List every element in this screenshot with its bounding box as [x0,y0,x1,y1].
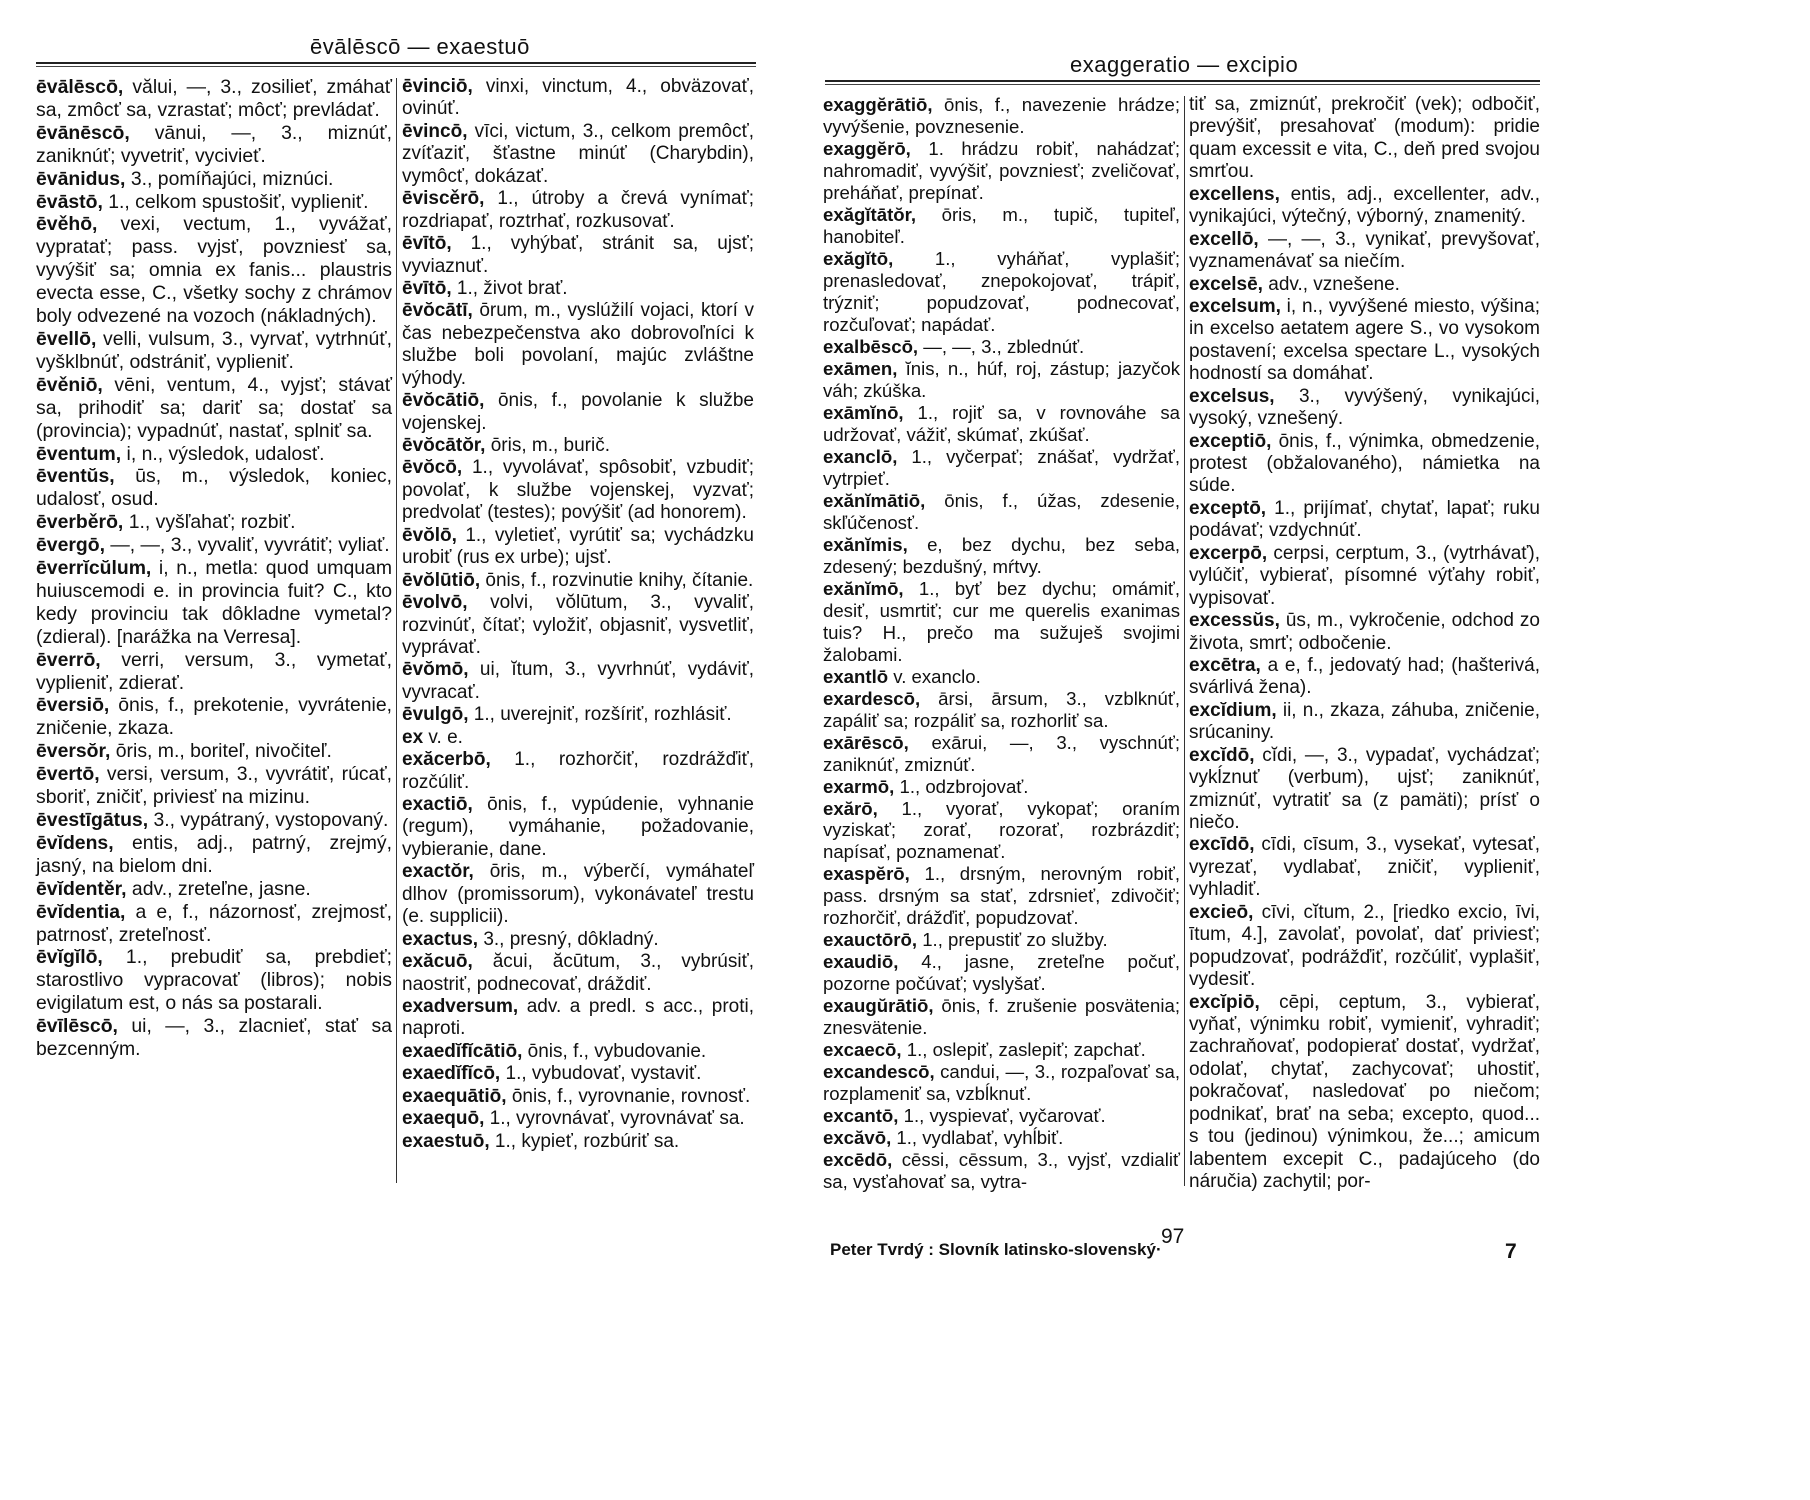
entry-headword: exauctōrō, [823,929,918,951]
entry-definition: 1., prebudiť sa, prebdieť; starostlivo vypracovať (libros); nobis evigilatum est, o nás sa postarali. [36,946,392,1015]
head-rule-right [825,80,1540,82]
entry-definition: ōrum, m., vyslúžilí vojaci, ktorí v čas nebezpečenstva ako dobrovoľníci k službe boli povolaní, majúc zvláštne výhody. [402,300,754,389]
entry-definition: ōnis, f., úžas, zdesenie, skľúčenosť. [823,489,1180,533]
dictionary-entry [1189,94,1540,184]
entry-headword: exăcerbō, [402,749,491,771]
dictionary-entry [823,863,1180,929]
entry-headword: excaecō, [823,1039,902,1061]
entry-definition: 1., vyorať, vykopať; oraním vyziskať; zorať, rozorať, rozbrázdiť; napísať, poznamenať. [823,797,1180,863]
entry-headword: exaggĕrō, [823,137,911,159]
head-rule-right-thin [825,84,1540,85]
entry-definition: 1. hrádzu robiť, nahádzať; nahromadiť, vyvýšiť, povzniesť; zveličovať, preháňať, prepínať. [823,137,1180,203]
entry-headword: exaequātiō, [402,1085,507,1107]
entry-definition: volvi, vŏlūtum, 3., vyvaliť, rozvinúť, čítať; vyložiť, objasniť, vysvetliť, vyprávať. [402,592,754,658]
entry-headword: ēvellō, [36,327,97,350]
entry-headword: excăvō, [823,1127,892,1149]
entry-definition: 3., pomíňajúci, miznúci. [125,167,334,190]
entry-definition: ōnis, f., výnimka, obmedzenie, protest (obžalovaného), námietka na súde. [1189,430,1540,497]
entry-definition: ui, —, 3., zlacnieť, stať sa bezcenným. [36,1015,392,1061]
dictionary-entry [1189,386,1540,431]
entry-definition: a e, f., jedovatý had; (hašterivá, svárlivá žena). [1189,654,1540,699]
entry-headword: ēvŏlō, [402,524,457,546]
dictionary-entry [1189,229,1540,274]
entry-definition: 1., vyletieť, vyrútiť sa; vychádzku urobiť (rus ex urbe); ujsť. [402,524,754,569]
entry-definition: —, —, 3., vynikať, prevyšovať, vyznamenávať sa niečím. [1189,228,1540,273]
entry-definition: —, —, 3., vyvaliť, vyvrátiť; vyliať. [104,534,390,557]
dictionary-entry [823,1061,1180,1105]
entry-definition: 1., celkom spustošiť, vyplieniť. [102,190,369,213]
dictionary-entry [402,996,754,1041]
dictionary-entry [1189,655,1540,700]
entry-definition: 1., vyhýbať, stránit sa, ujsť; vyviaznuť. [402,233,754,277]
dictionary-entry [36,511,392,534]
entry-headword: excellens, [1189,183,1280,205]
dictionary-entry [36,694,392,740]
entry-headword: exantlō [823,665,889,687]
dictionary-entry [823,666,1180,688]
dictionary-entry [823,1149,1180,1193]
dictionary-entry [402,1086,754,1108]
entry-definition: adv., zreteľne, jasne. [126,877,311,900]
column-divider-right [1184,96,1185,1186]
running-head-right: exaggeratio — excipio [1070,52,1299,77]
entry-headword: ēvestīgātus, [36,809,149,831]
entry-definition: vexi, vectum, 1., vyvážať, vypratať; pass. vyjsť, povzniesť sa, vyvýšiť sa; omnia ex fanis... plaustris evecta esse, C., všetky sochy z chrámov boly odvezené na vozoch (nákladných). [36,213,392,328]
entry-definition: 1., rojiť sa, v rovnováhe sa udržovať, vážiť, skúmať, zkúšať. [823,401,1180,445]
dictionary-entry [823,1127,1180,1149]
dictionary-entry [823,732,1180,776]
dictionary-entry [36,465,392,511]
entry-headword: ēversŏr, [36,740,111,763]
dictionary-entry [823,138,1180,204]
entry-headword: exāmĭnō, [823,401,904,423]
entry-definition: 1., odzbrojovať. [894,775,1029,797]
entry-headword: ēventŭs, [36,465,115,488]
dictionary-entry [402,121,754,188]
dictionary-entry [1189,700,1540,745]
entry-headword: excandescō, [823,1061,935,1083]
entry-headword: ēverrĭcŭlum, [36,557,152,580]
dictionary-entry [402,1108,754,1130]
entry-headword: excēdō, [823,1149,893,1171]
dictionary-entry [36,763,392,809]
entry-headword: ēvŏmō, [402,659,469,681]
dictionary-entry [1189,498,1540,543]
entry-definition: 1., byť bez dychu; omámiť, desiť, usmrtiť; cur me querelis exanimas tuis? H., prečo ma sužuješ svojimi žalobami. [823,577,1180,665]
folio-number: 7 [1505,1240,1517,1263]
dictionary-entry [823,1039,1180,1061]
entry-definition: i, n., vyvýšené miesto, výšina; in excelso aetatem agere S., vo vysokom postavení; excelsa spectare L., vysokých hodností sa domáhať. [1189,295,1540,385]
entry-definition: cĭdi, —, 3., vypadať, vychádzať; vykĺznuť (verbum), ujsť; zaniknúť, zmiznúť, vytratiť sa (z pamäti); prísť o niečo. [1189,744,1540,833]
entry-headword: excelsus, [1189,385,1275,407]
dictionary-entry [36,213,392,328]
dictionary-entry [823,402,1180,446]
column-divider-left [396,78,397,1183]
dictionary-entry [402,390,754,435]
entry-definition: ōnis, f., vybudovanie. [522,1040,707,1062]
left-column-2 [402,76,754,1153]
entry-definition: 1., vydlabať, vyhĺbiť. [891,1127,1064,1149]
dictionary-entry [402,794,754,861]
entry-headword: exaspĕrō, [823,863,910,885]
dictionary-entry [402,457,754,524]
entry-headword: ēviscěrō, [402,188,485,210]
entry-headword: exactŏr, [402,861,474,883]
entry-headword: excĭdō, [1189,744,1255,766]
entry-headword: exaestuō, [402,1130,490,1152]
entry-headword: ēvertō, [36,763,100,786]
entry-definition: ōnis, f., navezenie hrádze; vyvýšenie, povznesenie. [823,94,1180,137]
entry-headword: exaudiō, [823,951,899,973]
dictionary-entry [36,557,392,649]
entry-headword: exăgĭtātŏr, [823,203,917,225]
dictionary-entry [823,995,1180,1039]
entry-headword: ēvolvō, [402,592,468,614]
entry-headword: ēvĭdentěr, [36,877,127,900]
entry-headword: ēvālēscō, [36,76,124,98]
entry-headword: exăgĭtō, [823,247,894,269]
entry-definition: cīvi, cĭtum, 2., [riedko excio, īvi, ītum, 4.], zavolať, povolať, dať priviesť; popudzovať, podrážďiť, rozčúliť, vyplašiť, vydesiť. [1189,901,1540,991]
dictionary-entry [402,188,754,233]
entry-definition: 1., vyspievať, vyčarovať. [898,1105,1106,1127]
entry-definition: 1., vyvolávať, spôsobiť, vzbudiť; povolať, k službe vojenskej, vyzvať; predvolať (testes); povýšiť (ad honorem). [402,457,754,524]
entry-definition: tiť sa, zmiznúť, prekročiť (vek); odbočiť, prevýšiť, presahovať (modum): pridie quam excessit e vita, C., deň pred svojou smrťou. [1189,94,1540,183]
entry-headword: exarmō, [823,775,895,797]
entry-headword: ēvŏcātī, [402,300,473,322]
entry-headword: excĭpiō, [1189,991,1260,1013]
dictionary-entry [402,659,754,704]
entry-definition: ōris, m., boriteľ, nivočiteľ. [110,740,332,763]
entry-headword: exaugŭrātiō, [823,995,934,1017]
entry-definition: 1., vyháňať, vyplašiť; prenasledovať, znepokojovať, trápiť, trýzniť; popudzovať, podnecovať, rozčuľovať; napádať. [823,247,1180,335]
entry-definition: 1., kypieť, rozbúriť sa. [489,1130,680,1152]
entry-definition: vānui, —, 3., miznúť, zaniknúť; vyvetriť, vycivieť. [36,121,392,167]
entry-definition: vinxi, vinctum, 4., obväzovať, ovinúť. [402,76,754,120]
entry-definition: 1., drsným, nerovným robiť, pass. drsným sa stať, zdrsnieť, zdivočiť; rozhorčiť, drážďiť, popudzovať. [823,863,1180,929]
dictionary-entry [402,861,754,928]
entry-definition: exārui, —, 3., vyschnúť; zaniknúť, zmiznúť. [823,731,1180,775]
entry-definition: ăcui, ăcūtum, 3., vybrúsiť, naostriť, podnecovať, dráždiť. [402,951,754,995]
dictionary-entry [402,951,754,996]
entry-headword: ēvŏlūtiō, [402,569,481,591]
dictionary-entry [823,94,1180,138]
dictionary-entry [823,776,1180,798]
entry-headword: ēvānidus, [36,167,126,190]
right-column-2 [1189,94,1540,1193]
dictionary-entry [402,592,754,659]
dictionary-entry [402,435,754,457]
entry-headword: ēvincō, [402,120,468,142]
entry-definition: ii, n., zkaza, záhuba, zničenie, srúcaniny. [1189,699,1540,744]
entry-headword: excelsē, [1189,273,1263,295]
entry-headword: excētra, [1189,654,1261,676]
page-number-center: 97 [1161,1225,1185,1248]
entry-headword: ēvāstō, [36,190,103,213]
dictionary-entry [36,443,392,466]
dictionary-entry [823,578,1180,666]
entry-definition: e, bez dychu, bez seba, zdesený; bezdušný, mŕtvy. [823,533,1180,577]
dictionary-entry [1189,296,1540,386]
head-rule-left [36,62,756,64]
dictionary-entry [402,929,754,951]
entry-definition: cīdi, cīsum, 3., vysekať, vytesať, vyrezať, vydlabať, zničiť, vyplieniť, vyhladiť. [1189,834,1540,901]
entry-definition: 4., jasne, zreteľne počuť, pozorne počúvať; vyslyšať. [823,951,1180,995]
entry-headword: exactus, [402,928,479,950]
entry-definition: i, n., metla: quod umquam huiuscemodi e. in provincia fuit? C., kto kedy provinciu tak dôkladne vymetal? (zdieral). [narážka na Verresa]. [36,557,392,648]
dictionary-entry [402,278,754,300]
entry-definition: 1., vybudovať, vystaviť. [500,1063,702,1085]
dictionary-entry [823,490,1180,534]
entry-headword: ēvītō, [402,277,452,299]
dictionary-entry [36,740,392,763]
entry-headword: exaequō, [402,1108,485,1130]
entry-headword: excieō, [1189,901,1254,923]
entry-definition: 1., prijímať, chytať, lapať; ruku podávať; vzdychnúť. [1189,497,1540,542]
entry-headword: ēvĭdentia, [36,900,126,923]
entry-headword: ēventum, [36,442,122,465]
entry-headword: exāmen, [823,357,898,379]
entry-headword: excelsum, [1189,295,1281,317]
dictionary-entry [36,649,392,695]
dictionary-entry [402,525,754,570]
dictionary-entry [402,300,754,390]
dictionary-entry [36,878,392,901]
dictionary-entry [402,727,754,749]
dictionary-entry [1189,745,1540,835]
entry-definition: ōris, m., výberčí, vymáhateľ dlhov (promissorum), vykonávateľ trestu (e. supplicii). [402,861,754,928]
dictionary-entry [823,446,1180,490]
dictionary-entry [402,76,754,121]
entry-definition: ui, ĭtum, 3., vyvrhnúť, vydáviť, vyvracať. [402,659,754,703]
entry-headword: ēvulgō, [402,704,469,726]
entry-definition: 1., život brať. [451,277,568,299]
dictionary-entry [402,1041,754,1063]
dictionary-entry [402,704,754,726]
dictionary-entry [1189,992,1540,1194]
dictionary-entry [823,798,1180,864]
right-column-1 [823,94,1180,1193]
left-column-1 [36,76,392,1061]
entry-definition: 1., vyčerpať; znášať, vydržať, vytrpieť. [823,445,1180,489]
entry-definition: cēpi, ceptum, 3., vybierať, vyňať, výnimku robiť, vymieniť, vyhradiť; zachraňovať, podopierať dostať, vydržať, odolať, chytať, zachycovať; uhostiť, pokračovať, nasledovať po niečom; podnikať, brať na seba; excepto, quod... s tou (jedinou) výnimkou, že...; amicum labentem excepit C., padajúceho (do náručia) zachytil; por- [1189,991,1540,1192]
dictionary-entry [823,204,1180,248]
entry-definition: 1., vyšľahať; rozbiť. [123,511,296,534]
entry-headword: excantō, [823,1105,899,1127]
entry-definition: 3., vyvýšený, vynikajúci, vysoký, vznešený. [1189,385,1540,430]
entry-headword: ēvānēscō, [36,121,130,144]
dictionary-entry [823,336,1180,358]
dictionary-entry [823,248,1180,336]
entry-headword: exanclō, [823,445,898,467]
dictionary-entry [36,809,392,832]
entry-definition: 1., oslepiť, zaslepiť; zapchať. [901,1039,1146,1061]
entry-definition: ūs, m., výsledok, koniec, udalosť, osud. [36,465,392,511]
entry-headword: excerpō, [1189,542,1268,564]
dictionary-entry [36,534,392,557]
entry-definition: 1., útroby a črevá vynímať; rozdriapať, roztrhať, rozkusovať. [402,188,754,232]
dictionary-entry [402,1131,754,1153]
entry-headword: exceptō, [1189,497,1267,519]
entry-definition: 1., prepustiť zo služby. [917,929,1108,951]
entry-definition: a e, f., názornosť, zrejmosť, patrnosť, zreteľnosť. [36,900,392,946]
entry-definition: versi, versum, 3., vyvrátiť, rúcať, sboriť, zničiť, priviesť na mizinu. [36,763,392,809]
entry-headword: ēvĭgĭlō, [36,946,103,969]
entry-headword: exănĭmō, [823,577,904,599]
dictionary-entry [1189,431,1540,498]
dictionary-entry [1189,834,1540,901]
dictionary-entry [1189,274,1540,296]
entry-headword: ēvĭdens, [36,831,114,854]
entry-definition: ārsi, ārsum, 3., vzblknúť, zapáliť sa; rozpáliť sa, rozhorliť sa. [823,687,1180,731]
entry-definition: ōris, m., tupič, tupiteľ, hanobiteľ. [823,203,1180,247]
entry-definition: vīci, victum, 3., celkom premôcť, zvíťaziť, šťastne minúť (Charybdin), vymôcť, dokázať. [402,120,754,187]
entry-definition: verri, versum, 3., vymetať, vyplieniť, zdierať. [36,648,392,694]
entry-definition: ōnis, f., rozvinutie knihy, čítanie. [480,569,754,591]
dictionary-entry [823,688,1180,732]
dictionary-entry [1189,543,1540,610]
dictionary-entry [1189,184,1540,229]
entry-definition: adv., vznešene. [1262,273,1400,295]
entry-definition: vēni, ventum, 4., vyjsť; stávať sa, prihodiť sa; dariť sa; dostať sa (provincia); vypadnúť, nastať, splniť sa. [36,373,392,442]
entry-headword: exactiō, [402,794,473,815]
entry-headword: excessŭs, [1189,610,1280,632]
entry-definition: ūs, m., vykročenie, odchod zo života, smrť; odbočenie. [1189,610,1540,654]
dictionary-entry [1189,902,1540,992]
entry-definition: —, —, 3., zblednúť. [918,335,1085,357]
entry-definition: i, n., výsledok, udalosť. [121,442,325,465]
footer-credit: Peter Tvrdý : Slovník latinsko-slovenský· [830,1240,1162,1259]
dictionary-entry [402,570,754,592]
dictionary-entry [1189,610,1540,655]
entry-headword: exardescō, [823,687,921,709]
entry-headword: ēvīlēscō, [36,1015,118,1038]
entry-headword: ex [402,726,424,748]
entry-definition: candui, —, 3., rozpaľovať sa, rozplameniť sa, vzbĺknuť. [823,1061,1180,1105]
dictionary-entry [402,1063,754,1085]
dictionary-entry [36,832,392,878]
running-head-left: ēvālēscō — exaestuō [310,34,530,59]
dictionary-entry [36,374,392,443]
entry-definition: entis, adj., excellenter, adv., vynikajúci, výtečný, výborný, znamenitý. [1189,183,1540,228]
entry-headword: exārēscō, [823,731,909,753]
entry-headword: exaedĭfĭcātiō, [402,1040,523,1062]
entry-headword: ēvŏcātiō, [402,390,485,412]
entry-headword: exărō, [823,797,878,819]
entry-headword: ēvergō, [36,534,105,557]
dictionary-entry [823,951,1180,995]
entry-headword: ēvŏcātŏr, [402,435,486,456]
dictionary-entry [36,946,392,1015]
entry-headword: exceptiō, [1189,430,1272,452]
entry-headword: ēvěniō, [36,373,103,396]
entry-headword: exadversum, [402,995,519,1017]
dictionary-entry [823,1105,1180,1127]
entry-headword: exănĭmis, [823,533,908,555]
entry-definition: 1., rozhorčiť, rozdrážďiť, rozčúliť. [402,749,754,793]
entry-definition: velli, vulsum, 3., vyrvať, vytrhnúť, vyšklbnúť, odstrániť, vyplieniť. [36,327,392,373]
dictionary-entry [823,534,1180,578]
entry-definition: vălui, —, 3., zosilieť, zmáhať sa, zmôcť sa, vzrastať; môcť; prevládať. [36,76,392,121]
entry-definition: ōris, m., burič. [485,435,611,456]
entry-definition: adv. a predl. s acc., proti, naproti. [402,995,754,1040]
dictionary-entry [402,749,754,794]
entry-headword: excĭdium, [1189,699,1277,721]
entry-definition: 1., vyrovnávať, vyrovnávať sa. [484,1108,745,1130]
entry-headword: ēvītō, [402,233,452,255]
entry-headword: ēversiō, [36,694,110,717]
entry-definition: 3., vypátraný, vystopovaný. [148,809,389,831]
dictionary-entry [36,122,392,168]
entry-headword: ēvinciō, [402,76,473,97]
entry-definition: cerpsi, cerptum, 3., (vytrhávať), vylúčiť, vybierať, písomné výťahy robiť, vypisovať. [1189,542,1540,609]
dictionary-entry [823,358,1180,402]
dictionary-entry [36,328,392,374]
dictionary-entry [36,901,392,947]
entry-definition: cēssi, cēssum, 3., vyjsť, vzdialiť sa, vysťahovať sa, vytra- [823,1149,1180,1193]
entry-definition: ōnis, f., povolanie k službe vojenskej. [402,390,754,434]
dictionary-entry [36,191,392,214]
entry-definition: entis, adj., patrný, zrejmý, jasný, na bielom dni. [36,831,392,877]
entry-headword: excellō, [1189,228,1259,250]
entry-definition: v. e. [423,726,463,748]
dictionary-entry [402,233,754,278]
entry-headword: ēverrō, [36,648,101,671]
entry-definition: 3., presný, dôkladný. [478,928,659,950]
dictionary-entry [36,168,392,191]
dictionary-entry [36,1015,392,1061]
entry-headword: exănĭmātiō, [823,489,926,511]
entry-definition: ōnis, f. zrušenie posvätenia; znesvätenie. [823,995,1180,1039]
entry-headword: excīdō, [1189,834,1255,856]
entry-definition: ōnis, f., vyrovnanie, rovnosť. [506,1085,751,1107]
head-rule-left-thin [36,66,756,67]
entry-headword: exaedĭfĭcō, [402,1063,501,1085]
entry-headword: exaggĕrātiō, [823,94,933,115]
entry-headword: exalbēscō, [823,335,919,357]
dictionary-entry [36,76,392,122]
entry-definition: 1., uverejniť, rozšíriť, rozhlásiť. [468,704,732,726]
entry-headword: ēvěhō, [36,213,98,236]
dictionary-entry [823,929,1180,951]
entry-headword: ēverběrō, [36,511,124,534]
entry-definition: ōnis, f., prekotenie, vyvrátenie, zničenie, zkaza. [36,694,392,740]
entry-headword: exăcuō, [402,951,473,973]
right-page [823,0,1810,1500]
entry-definition: ōnis, f., vypúdenie, vyhnanie (regum), vymáhanie, požadovanie, vybieranie, dane. [402,794,754,860]
entry-definition: ĭnis, n., húf, roj, zástup; jazyčok váh; zkúška. [823,357,1180,401]
entry-definition: v. exanclo. [888,665,981,687]
entry-headword: ēvŏcō, [402,457,463,479]
